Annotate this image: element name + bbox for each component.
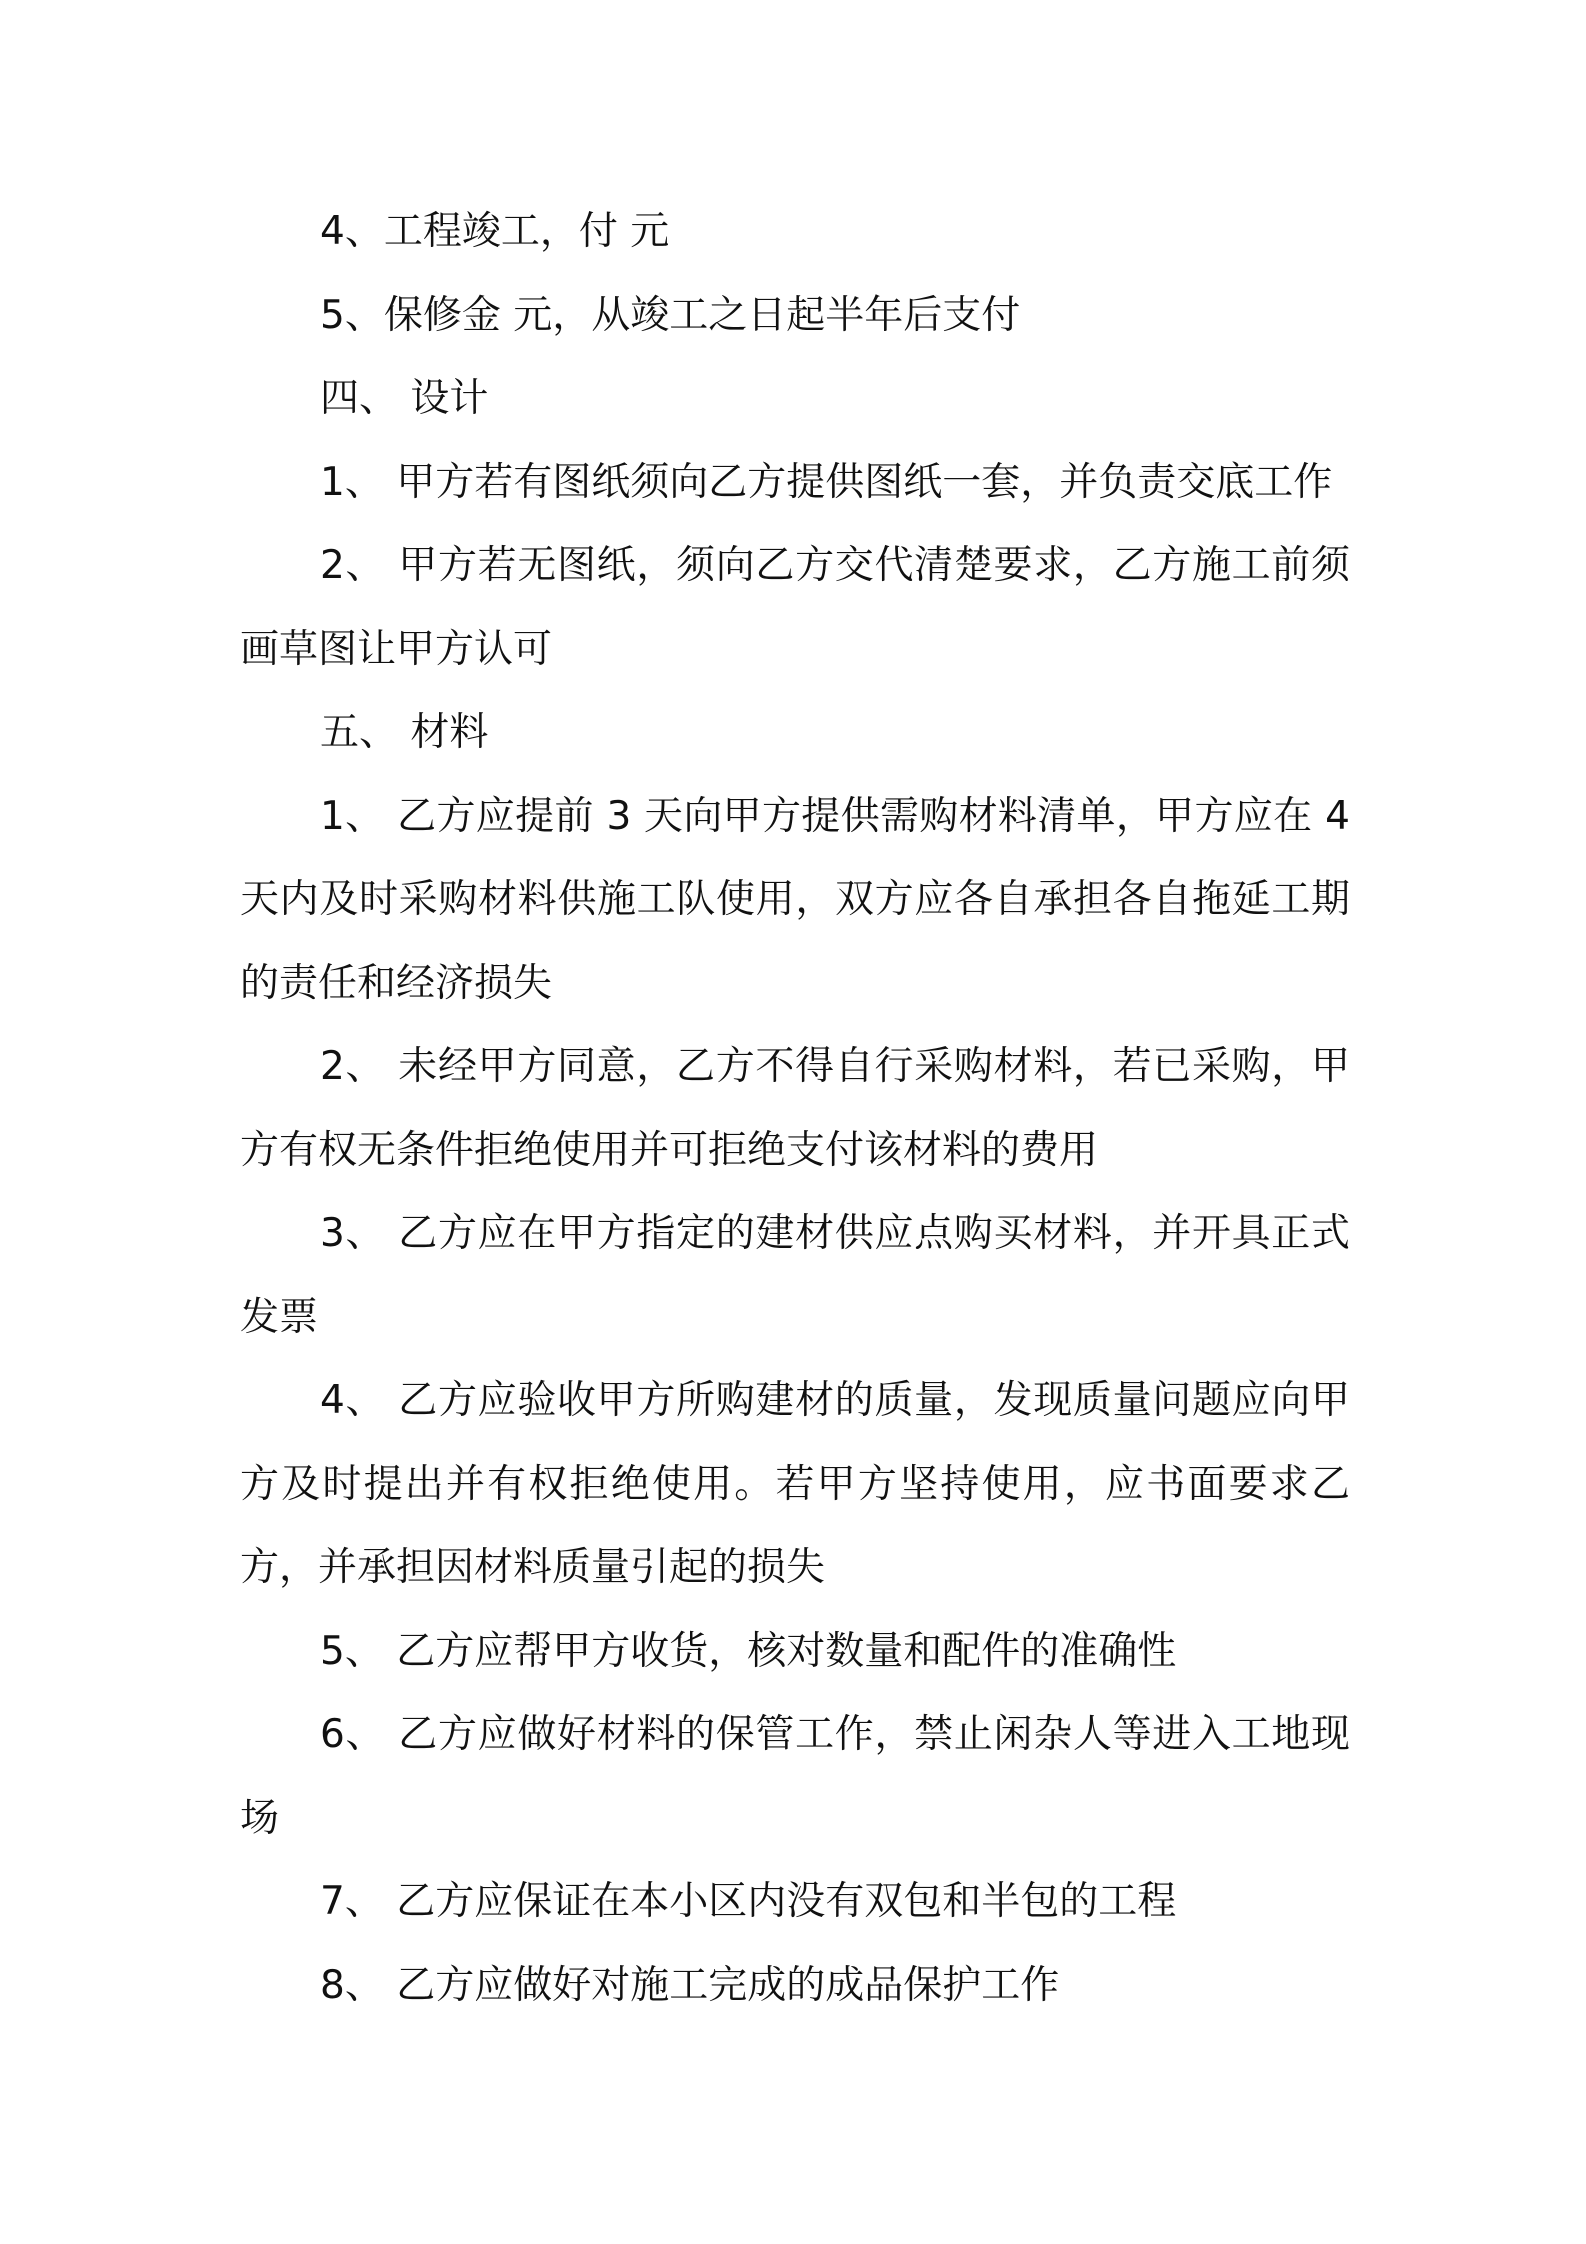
clause-materials-1: 1、 乙方应提前 3 天向甲方提供需购材料清单，甲方应在 4 天内及时采购材料供施工队使用，双方应各自承担各自拖延工期的责任和经济损失: [240, 793, 1350, 1006]
clause-payment-completion: 4、工程竣工，付 元: [320, 209, 670, 254]
clause-materials-4: 4、 乙方应验收甲方所购建材的质量，发现质量问题应向甲方及时提出并有权拒绝使用。若甲方坚持使用，应书面要求乙方，并承担因材料质量引起的损失: [240, 1378, 1350, 1590]
clause-materials-8: 8、 乙方应做好对施工完成的成品保护工作: [320, 1962, 1060, 2008]
clause-warranty-deposit: 5、保修金 元，从竣工之日起半年后支付: [320, 292, 1021, 338]
clause-materials-7: 7、 乙方应保证在本小区内没有双包和半包的工程: [320, 1879, 1177, 1924]
clause-design-1: 1、 甲方若有图纸须向乙方提供图纸一套，并负责交底工作: [320, 459, 1333, 505]
section-heading-design: 四、 设计: [320, 376, 489, 421]
clause-materials-2: 2、 未经甲方同意，乙方不得自行采购材料，若已采购，甲方有权无条件拒绝使用并可拒绝支付该材料的费用: [240, 1044, 1350, 1173]
clause-materials-3: 3、 乙方应在甲方指定的建材供应点购买材料，并开具正式发票: [240, 1211, 1350, 1340]
clause-materials-5: 5、 乙方应帮甲方收货，核对数量和配件的准确性: [320, 1628, 1177, 1674]
clause-design-2: 2、 甲方若无图纸，须向乙方交代清楚要求，乙方施工前须画草图让甲方认可: [240, 543, 1350, 672]
document-body: [240, 190, 1350, 2027]
clause-materials-6: 6、 乙方应做好材料的保管工作，禁止闲杂人等进入工地现场: [240, 1712, 1350, 1841]
section-heading-materials: 五、 材料: [320, 710, 489, 755]
